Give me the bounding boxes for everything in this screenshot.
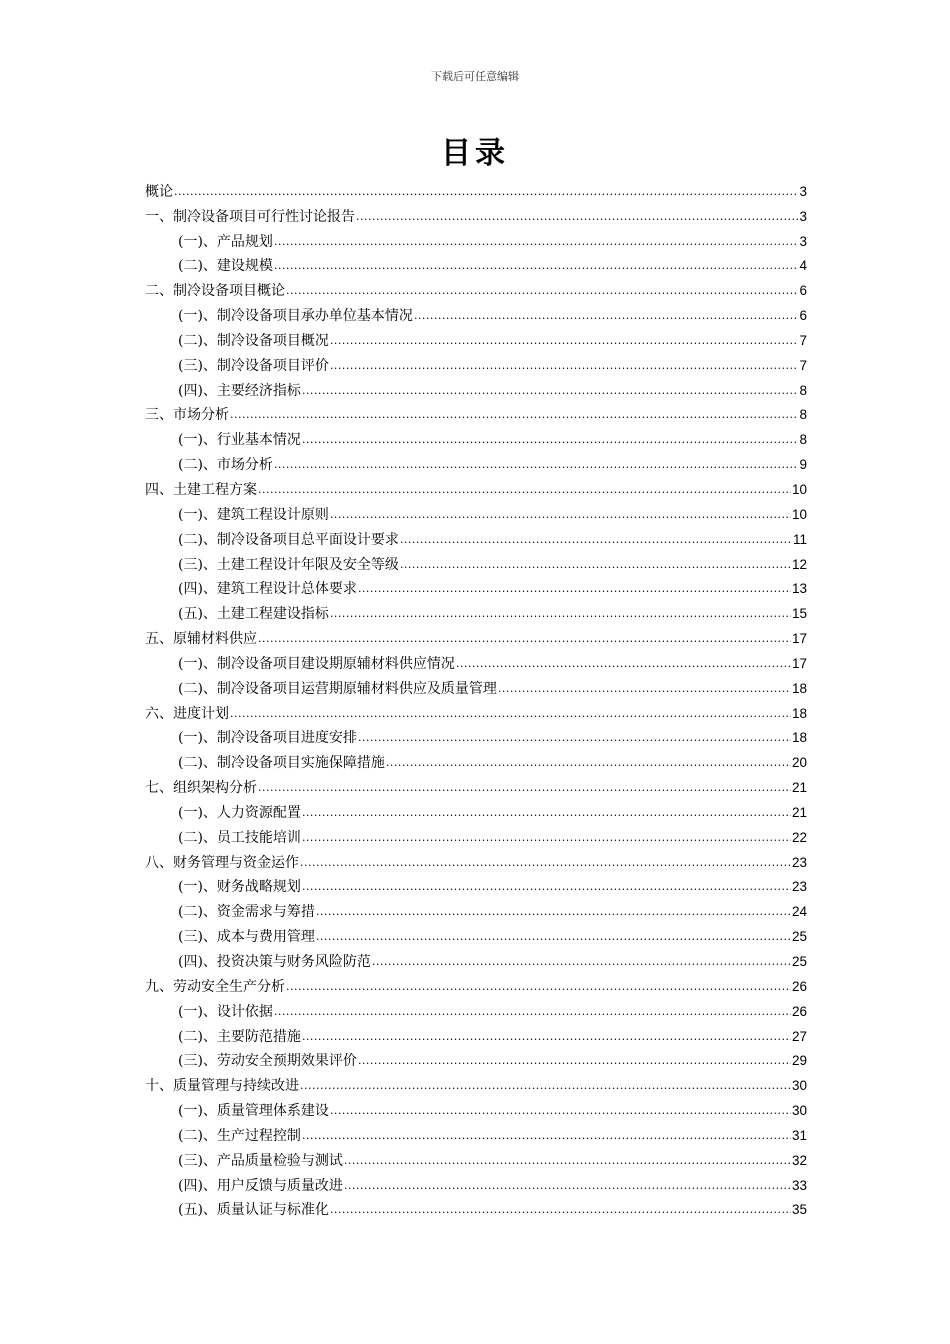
toc-entry-label: (四)、主要经济指标 — [178, 382, 301, 399]
toc-dot-leader — [258, 779, 791, 797]
toc-entry-label: (二)、主要防范措施 — [178, 1028, 301, 1045]
toc-entry[interactable] — [145, 747, 807, 772]
toc-dot-leader — [302, 431, 799, 449]
toc-entry-page: 33 — [791, 1177, 807, 1193]
toc-entry-page: 13 — [791, 581, 807, 597]
toc-entry[interactable] — [145, 251, 807, 276]
toc-entry[interactable] — [145, 375, 807, 400]
toc-entry-label: 九、劳动安全生产分析 — [145, 978, 285, 995]
toc-entry-page: 4 — [799, 258, 807, 274]
toc-entry[interactable] — [145, 176, 807, 201]
toc-entry-page: 21 — [791, 804, 807, 820]
toc-entry-label: (一)、设计依据 — [178, 1003, 273, 1020]
toc-entry[interactable] — [145, 996, 807, 1021]
toc-entry[interactable] — [145, 549, 807, 574]
toc-entry-label: (二)、制冷设备项目运营期原辅材料供应及质量管理 — [178, 680, 497, 697]
toc-dot-leader — [274, 1003, 791, 1021]
toc-entry-page: 17 — [791, 631, 807, 647]
toc-entry[interactable] — [145, 400, 807, 425]
toc-entry-label: (一)、产品规划 — [178, 233, 273, 250]
toc-entry-page: 20 — [791, 755, 807, 771]
toc-entry-label: (一)、人力资源配置 — [178, 804, 301, 821]
toc-entry-page: 31 — [791, 1127, 807, 1143]
toc-entry-page: 17 — [791, 655, 807, 671]
toc-entry[interactable] — [145, 1195, 807, 1220]
toc-dot-leader — [302, 382, 799, 400]
toc-entry-label: (二)、建设规模 — [178, 258, 273, 275]
toc-entry-label: (一)、财务战略规划 — [178, 879, 301, 896]
toc-entry[interactable] — [145, 723, 807, 748]
toc-entry-page: 9 — [799, 457, 807, 473]
toc-dot-leader — [286, 978, 791, 996]
toc-entry[interactable] — [145, 226, 807, 251]
toc-entry[interactable] — [145, 325, 807, 350]
toc-entry-label: 四、土建工程方案 — [145, 481, 257, 498]
toc-dot-leader — [330, 605, 791, 623]
toc-entry-label: (三)、土建工程设计年限及安全等级 — [178, 556, 399, 573]
toc-entry-page: 3 — [799, 208, 807, 224]
toc-entry-label: (二)、制冷设备项目概况 — [178, 332, 329, 349]
toc-entry-page: 18 — [791, 705, 807, 721]
toc-dot-leader — [344, 1177, 791, 1195]
toc-entry-page: 32 — [791, 1152, 807, 1168]
toc-entry-label: (一)、质量管理体系建设 — [178, 1103, 329, 1120]
toc-dot-leader — [286, 282, 798, 300]
toc-dot-leader — [230, 705, 791, 723]
toc-dot-leader — [230, 406, 798, 424]
toc-entry-page: 8 — [799, 382, 807, 398]
toc-entry-page: 7 — [799, 332, 807, 348]
toc-entry-label: 三、市场分析 — [145, 407, 229, 424]
toc-entry[interactable] — [145, 574, 807, 599]
toc-entry-label: (三)、成本与费用管理 — [178, 929, 315, 946]
toc-dot-leader — [316, 928, 791, 946]
toc-entry-label: (二)、员工技能培训 — [178, 829, 301, 846]
toc-dot-leader — [302, 1127, 791, 1145]
toc-entry-page: 24 — [791, 904, 807, 920]
toc-entry-label: (一)、建筑工程设计原则 — [178, 506, 329, 523]
toc-dot-leader — [372, 953, 791, 971]
toc-dot-leader — [330, 332, 799, 350]
toc-entry[interactable] — [145, 872, 807, 897]
toc-dot-leader — [356, 208, 798, 226]
toc-dot-leader — [174, 183, 798, 201]
toc-entry-page: 3 — [799, 233, 807, 249]
toc-entry-label: (一)、行业基本情况 — [178, 432, 301, 449]
toc-entry[interactable] — [145, 1021, 807, 1046]
toc-entry[interactable] — [145, 300, 807, 325]
toc-entry[interactable] — [145, 673, 807, 698]
toc-dot-leader — [330, 1201, 791, 1219]
toc-entry-page: 11 — [792, 531, 807, 547]
toc-entry-page: 29 — [791, 1053, 807, 1069]
toc-entry-label: 一、制冷设备项目可行性讨论报告 — [145, 208, 355, 225]
toc-entry[interactable] — [145, 921, 807, 946]
toc-dot-leader — [302, 1028, 791, 1046]
toc-dot-leader — [344, 1152, 791, 1170]
toc-dot-leader — [358, 1052, 791, 1070]
toc-entry-label: (二)、制冷设备项目实施保障措施 — [178, 755, 385, 772]
toc-entry[interactable] — [145, 1170, 807, 1195]
toc-entry[interactable] — [145, 822, 807, 847]
toc-entry[interactable] — [145, 1070, 807, 1095]
toc-entry-page: 23 — [791, 879, 807, 895]
toc-entry[interactable] — [145, 698, 807, 723]
toc-entry-page: 25 — [791, 929, 807, 945]
toc-entry-label: (五)、土建工程建设指标 — [178, 606, 329, 623]
toc-entry[interactable] — [145, 797, 807, 822]
toc-entry[interactable] — [145, 350, 807, 375]
toc-dot-leader — [400, 556, 791, 574]
toc-dot-leader — [400, 531, 792, 549]
toc-entry-label: (四)、用户反馈与质量改进 — [178, 1177, 343, 1194]
toc-entry-label: 六、进度计划 — [145, 705, 229, 722]
toc-entry[interactable] — [145, 772, 807, 797]
toc-entry-page: 27 — [791, 1028, 807, 1044]
toc-entry[interactable] — [145, 946, 807, 971]
toc-entry-label: (四)、投资决策与财务风险防范 — [178, 954, 371, 970]
toc-entry-page: 6 — [799, 308, 807, 324]
toc-entry-page: 26 — [791, 1003, 807, 1019]
toc-entry-label: (一)、制冷设备项目建设期原辅材料供应情况 — [178, 655, 455, 672]
toc-dot-leader — [300, 1077, 791, 1095]
toc-entry[interactable] — [145, 1145, 807, 1170]
toc-entry-page: 7 — [799, 357, 807, 373]
toc-dot-leader — [330, 506, 791, 524]
toc-entry[interactable] — [145, 896, 807, 921]
toc-entry-label: (二)、资金需求与筹措 — [178, 904, 315, 921]
toc-entry-page: 35 — [791, 1202, 807, 1218]
toc-entry-label: 二、制冷设备项目概论 — [145, 283, 285, 300]
toc-entry-label: (五)、质量认证与标准化 — [178, 1202, 329, 1219]
toc-entry-page: 21 — [791, 780, 807, 796]
toc-entry-page: 10 — [791, 481, 807, 497]
toc-entry-page: 8 — [799, 432, 807, 448]
toc-entry[interactable] — [145, 201, 807, 226]
toc-entry-label: (一)、制冷设备项目进度安排 — [178, 730, 357, 747]
toc-entry-label: (四)、建筑工程设计总体要求 — [178, 581, 357, 598]
toc-dot-leader — [302, 878, 791, 896]
toc-dot-leader — [358, 580, 791, 598]
toc-dot-leader — [316, 903, 791, 921]
toc-entry-label: (一)、制冷设备项目承办单位基本情况 — [178, 308, 413, 325]
toc-entry-page: 12 — [791, 556, 807, 572]
toc-entry-page: 26 — [791, 978, 807, 994]
toc-entry[interactable] — [145, 847, 807, 872]
toc-dot-leader — [330, 1102, 791, 1120]
toc-entry-label: (二)、生产过程控制 — [178, 1127, 301, 1144]
toc-dot-leader — [386, 754, 791, 772]
toc-entry[interactable] — [145, 474, 807, 499]
toc-entry-label: 八、财务管理与资金运作 — [145, 854, 299, 871]
toc-entry-label: (二)、市场分析 — [178, 457, 273, 474]
toc-entry-page: 15 — [791, 606, 807, 622]
toc-title: 目录 — [441, 136, 509, 171]
toc-entry[interactable] — [145, 1120, 807, 1145]
toc-entry-page: 30 — [791, 1078, 807, 1094]
toc-entry-label: 十、质量管理与持续改进 — [145, 1078, 299, 1095]
toc-dot-leader — [258, 630, 791, 648]
toc-dot-leader — [274, 456, 799, 474]
toc-entry[interactable] — [145, 598, 807, 623]
toc-dot-leader — [358, 729, 791, 747]
toc-dot-leader — [300, 854, 791, 872]
toc-entry-page: 30 — [791, 1103, 807, 1119]
toc-entry-page: 22 — [791, 829, 807, 845]
toc-entry[interactable] — [145, 648, 807, 673]
toc-dot-leader — [456, 655, 791, 673]
toc-entry[interactable] — [145, 971, 807, 996]
toc-entry-label: (三)、劳动安全预期效果评价 — [178, 1053, 357, 1070]
toc-entry-page: 23 — [791, 854, 807, 870]
toc-entry-label: (二)、制冷设备项目总平面设计要求 — [178, 531, 399, 548]
toc-dot-leader — [258, 481, 791, 499]
toc-entry-page: 18 — [791, 680, 807, 696]
toc-entry-page: 3 — [799, 183, 807, 199]
toc-entry[interactable] — [145, 449, 807, 474]
toc-entry-page: 25 — [791, 954, 807, 969]
toc-entry[interactable] — [145, 424, 807, 449]
toc-entry-page: 6 — [799, 283, 807, 299]
toc-entry[interactable] — [145, 623, 807, 648]
toc-entry-label: 五、原辅材料供应 — [145, 631, 257, 648]
toc-entry-page: 10 — [791, 506, 807, 522]
toc-dot-leader — [274, 233, 799, 251]
toc-dot-leader — [330, 357, 799, 375]
toc-dot-leader — [414, 307, 799, 325]
toc-entry[interactable] — [145, 524, 807, 549]
toc-entry[interactable] — [145, 1095, 807, 1120]
toc-entry[interactable] — [145, 275, 807, 300]
toc-dot-leader — [498, 680, 791, 698]
toc-dot-leader — [302, 804, 791, 822]
toc-entry-page: 8 — [799, 407, 807, 423]
toc-entry-label: 概论 — [145, 183, 173, 200]
toc-entry-label: 七、组织架构分析 — [145, 780, 257, 797]
header-note: 下载后可任意编辑 — [431, 70, 519, 83]
toc-entry-label: (三)、产品质量检验与测试 — [178, 1152, 343, 1169]
table-of-contents — [145, 176, 807, 1219]
toc-entry-label: (三)、制冷设备项目评价 — [178, 357, 329, 374]
toc-dot-leader — [302, 829, 791, 847]
toc-dot-leader — [274, 257, 799, 275]
toc-entry[interactable] — [145, 1046, 807, 1071]
toc-entry-page: 18 — [791, 730, 807, 746]
toc-entry[interactable] — [145, 499, 807, 524]
